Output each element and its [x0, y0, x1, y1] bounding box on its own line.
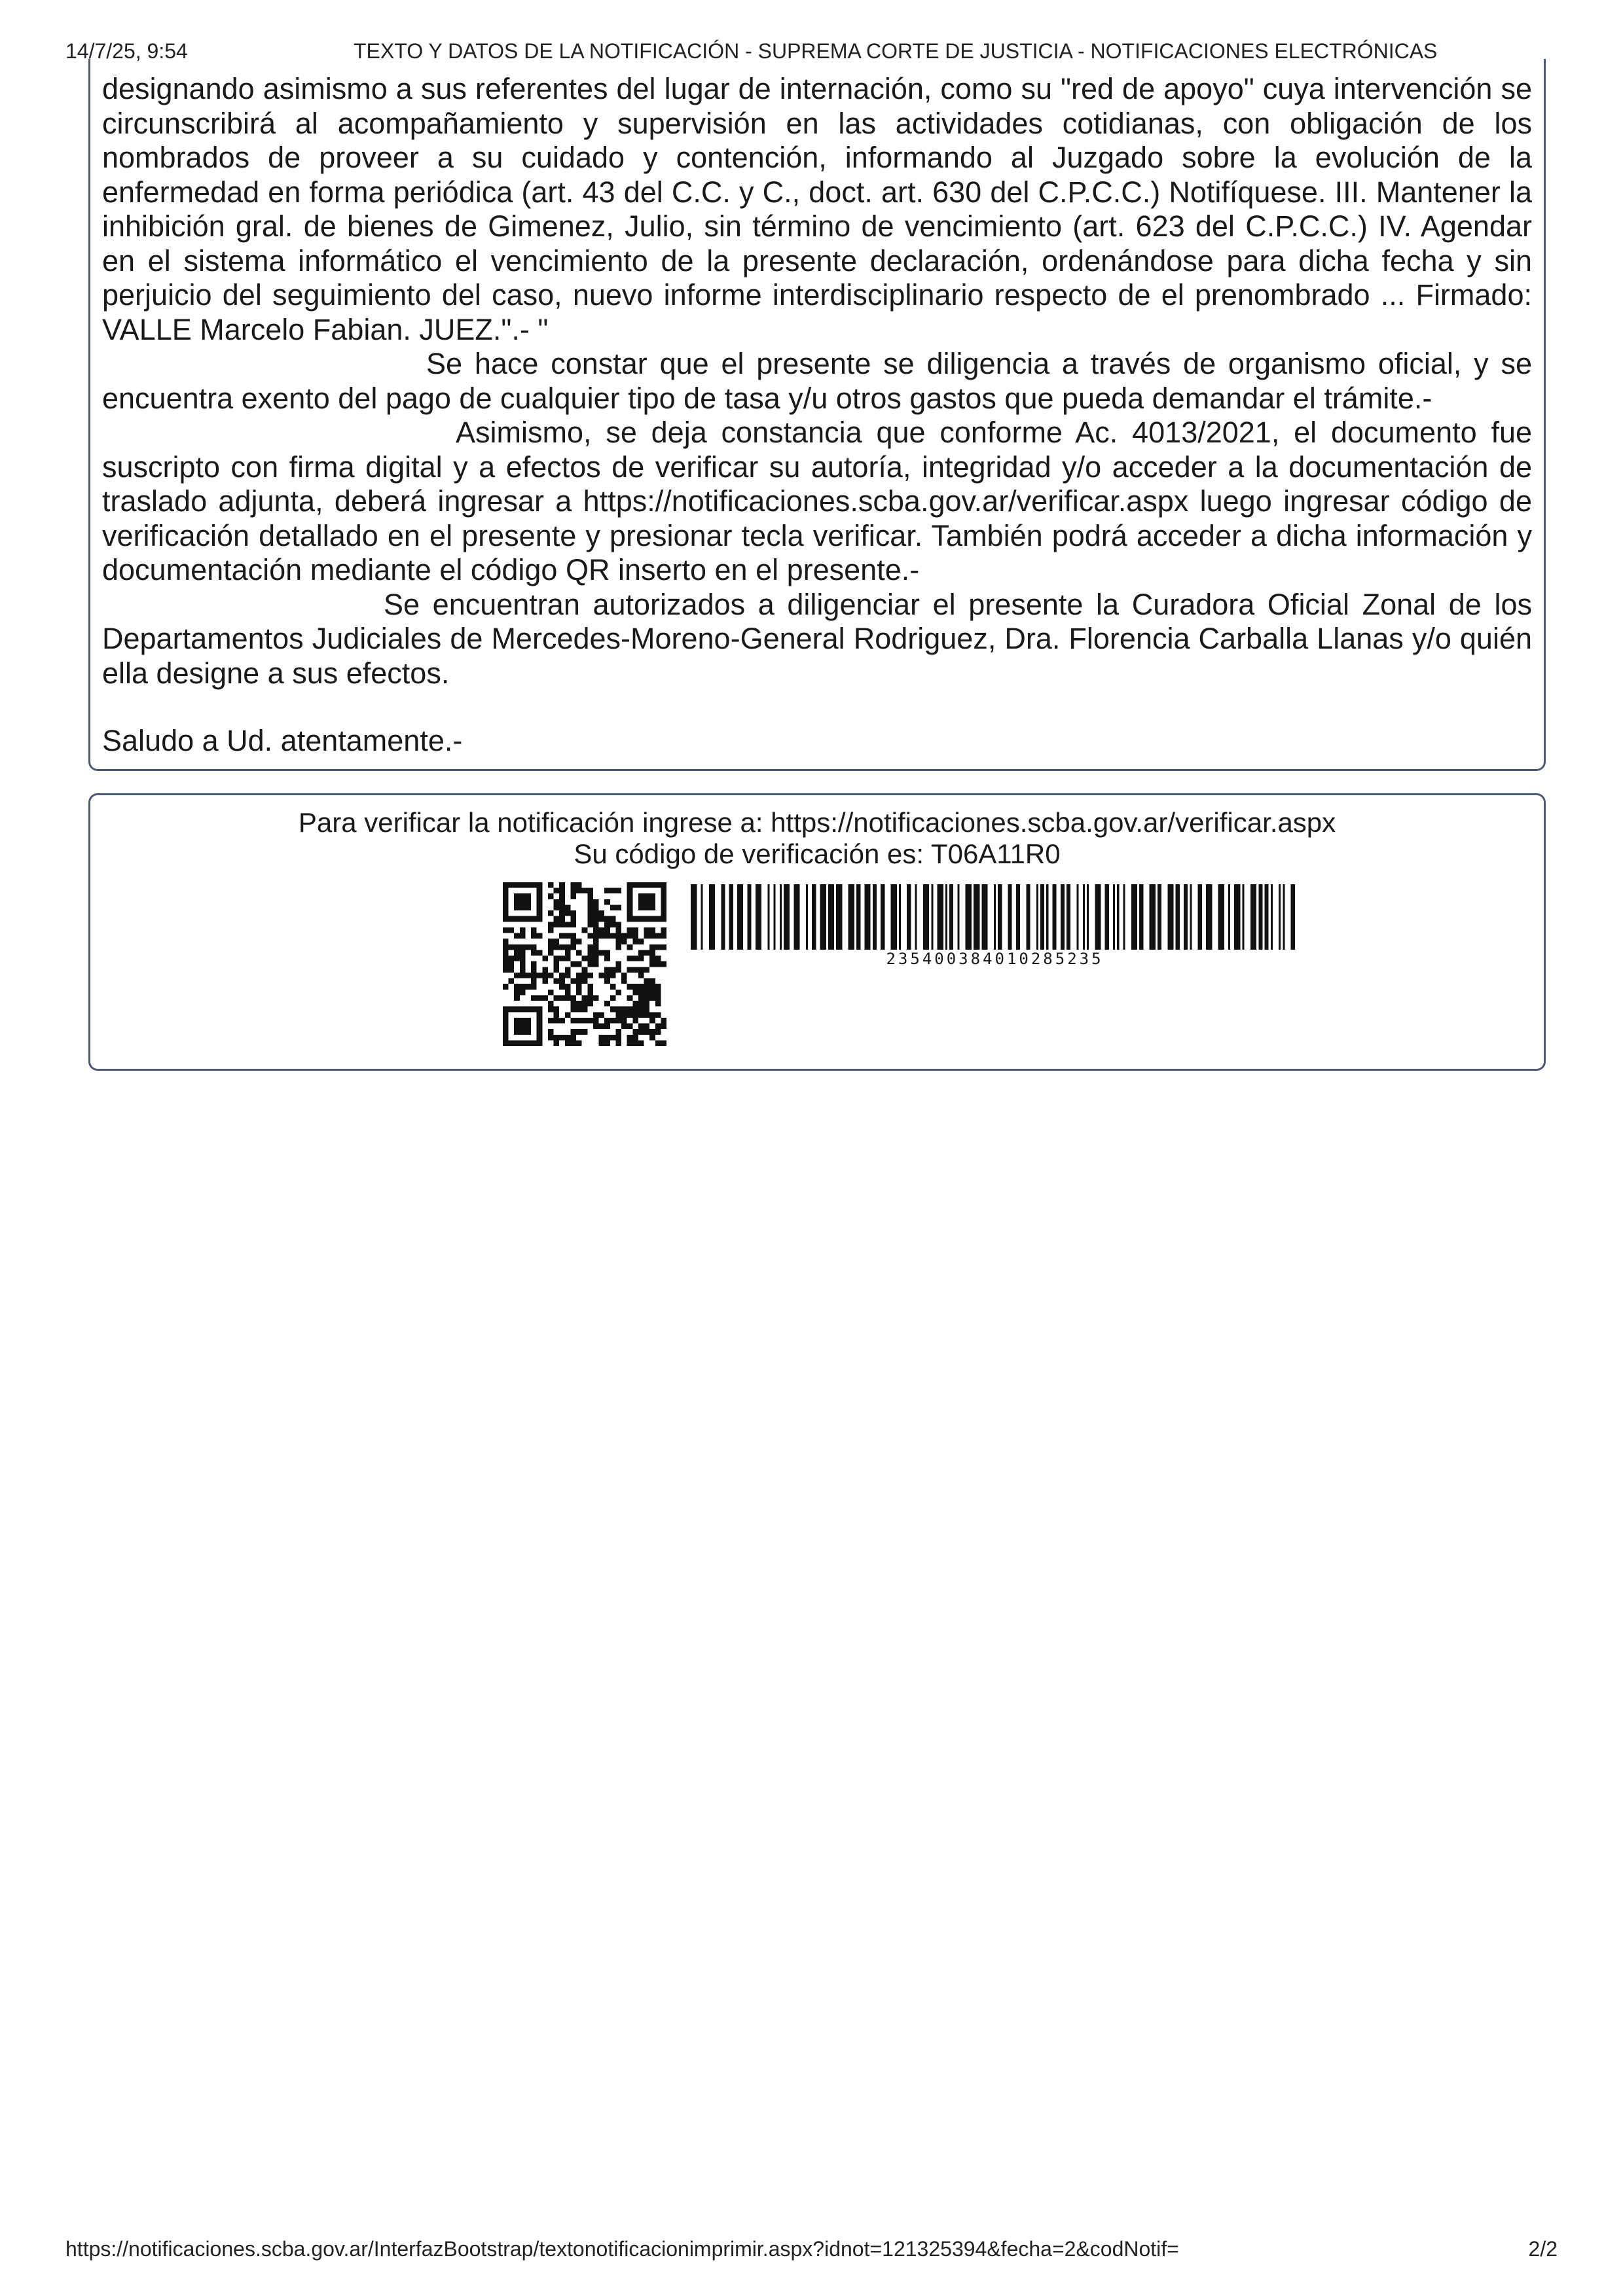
- closing-salutation: Saludo a Ud. atentamente.-: [102, 724, 463, 757]
- verification-code-line: Su código de verificación es: T06A11R0: [574, 838, 1061, 869]
- verification-box: [88, 793, 1546, 1071]
- body-paragraph-2: Se hace constar que el presente se diligencia a través de organismo oficial, y se encuentra exento del pago de cualquier tipo de tasa y/u otros gastos que pueda demandar el trámite.-: [102, 347, 1532, 415]
- page-number: 2/2: [1528, 2237, 1558, 2261]
- body-paragraph-1: designando asimismo a sus referentes del lugar de internación, como su "red de apoyo" cuya intervención se circunscribirá al acompañamiento y supervisión en las actividades cotidianas, con obligación de los nombrados de proveer a su cuidado y contención, informando al Juzgado sobre la evolución de la enfermedad en forma periódica (art. 43 del C.C. y C., doct. art. 630 del C.P.C.C.) Notifíquese. III. Mantener la inhibición gral. de bienes de Gimenez, Julio, sin término de vencimiento (art. 623 del C.P.C.C.) IV. Agendar en el sistema informático el vencimiento de la presente declaración, ordenándose para dicha fecha y sin perjuicio del seguimiento del caso, nuevo informe interdisciplinario respecto de el prenombrado ... Firmado: VALLE Marcelo Fabian. JUEZ.".- ": [102, 72, 1532, 346]
- print-title: TEXTO Y DATOS DE LA NOTIFICACIÓN - SUPREMA CORTE DE JUSTICIA - NOTIFICACIONES ELECTRÓNICAS: [354, 39, 1438, 63]
- verification-url-line: Para verificar la notificación ingrese a: https://notificaciones.scba.gov.ar/verificar.aspx: [298, 807, 1336, 838]
- barcode-icon: [691, 884, 1299, 950]
- print-datetime: 14/7/25, 9:54: [65, 39, 188, 63]
- notification-text-box: [88, 59, 1546, 771]
- body-paragraph-3: Asimismo, se deja constancia que conforme Ac. 4013/2021, el documento fue suscripto con firma digital y a efectos de verificar su autoría, integridad y/o acceder a la documentación de traslado adjunta, deberá ingresar a https://notificaciones.scba.gov.ar/verificar.aspx luego ingresar código de verificación detallado en el presente y presionar tecla verificar. También podrá acceder a dicha información y documentación mediante el código QR inserto en el presente.-: [102, 416, 1532, 586]
- print-footer-url: https://notificaciones.scba.gov.ar/InterfazBootstrap/textonotificacionimprimir.aspx?idnot=121325394&fecha=2&codNotif=: [65, 2237, 1179, 2261]
- body-paragraph-4: Se encuentran autorizados a diligenciar el presente la Curadora Oficial Zonal de los Departamentos Judiciales de Mercedes-Moreno-General Rodriguez, Dra. Florencia Carballa Llanas y/o quién ella designe a sus efectos.: [102, 587, 1532, 690]
- qr-code-icon: [503, 882, 666, 1046]
- barcode-number: 235400384010285235: [886, 950, 1104, 968]
